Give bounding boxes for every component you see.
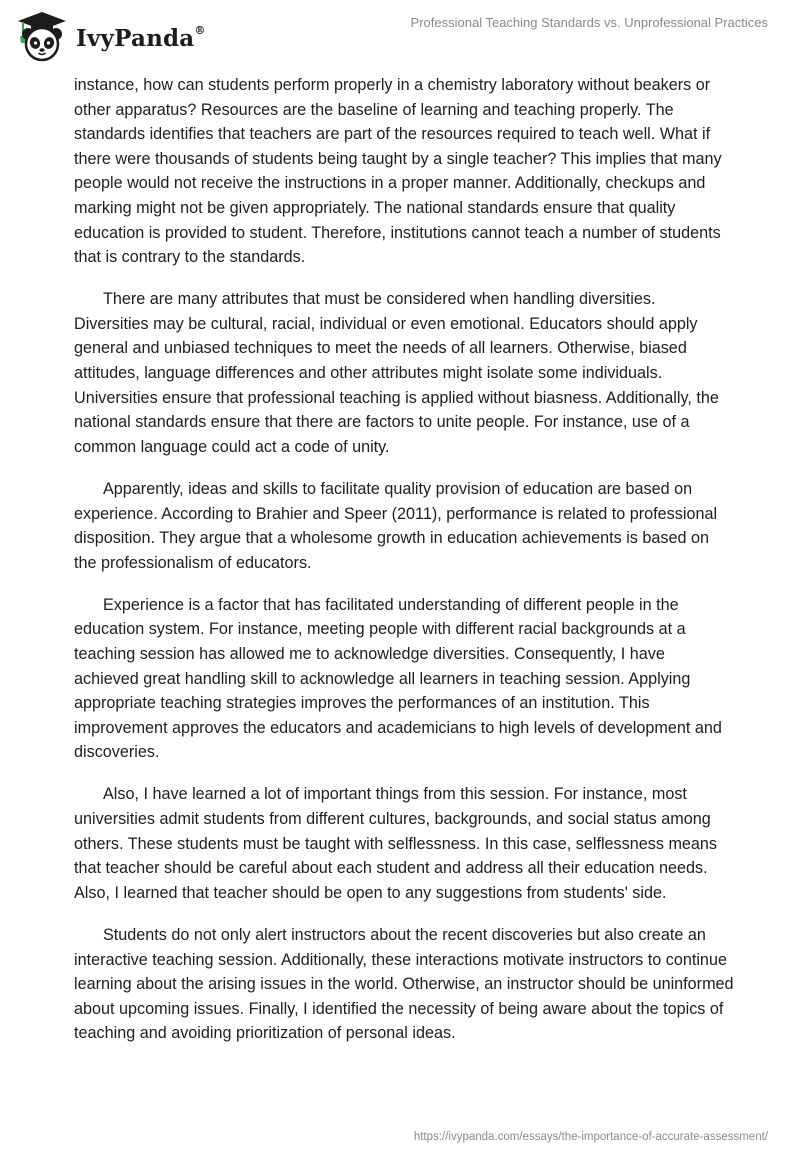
- source-url-link[interactable]: https://ivypanda.com/essays/the-importance-of-accurate-assessment/: [413, 1131, 768, 1143]
- paragraph: Apparently, ideas and skills to facilitate quality provision of education are based on experience. According to Brahier and Speer (2011), performance is related to professional disposition. They argue that a wholesome growth in education achievements is based on the professionalism of educators.: [74, 479, 718, 572]
- paragraph: Also, I have learned a lot of important things from this session. For instance, most universities admit students from different cultures, backgrounds, and social status among others. These students must be taught with selflessness. In this case, selflessness means that teacher should be careful about each student and address all their education needs. Also, I learned that teacher should be open to any suggestions from students' side.: [74, 785, 718, 902]
- paragraph: Experience is a factor that has facilitated understanding of different people in the education system. For instance, meeting people with different racial backgrounds at a teaching session has allowed me to acknowledge diversities. Consequently, I have achieved great handling skill to acknowledge all learners in teaching session. Applying appropriate teaching strategies improves the performances of an institution. This improvement approves the educators and academicians to high levels of development and discoveries.: [74, 595, 722, 762]
- document-title: Professional Teaching Standards vs. Unprofessional Practices: [410, 15, 768, 30]
- logo-wordmark: [76, 25, 206, 52]
- panda-graduate-icon: [14, 8, 70, 64]
- paragraph-continued: instance, how can students perform properly in a chemistry laboratory without beakers or other apparatus? Resources are the baseline of learning and teaching properly. The standards identifies that teachers are part of the resources required to teach well. What if there were thousands of students being taught by a single teacher? This implies that many people would not receive the instructions in a proper manner. Additionally, checkups and marking might not be given appropriately. The national standards ensure that quality education is provided to student. Therefore, institutions cannot teach a number of students that is contrary to the standards.: [74, 76, 722, 267]
- essay-body: [74, 73, 734, 1063]
- page-header: [0, 0, 800, 70]
- ivypanda-logo[interactable]: [14, 8, 206, 64]
- trademark-symbol: ®: [194, 23, 206, 37]
- paragraph: There are many attributes that must be considered when handling diversities. Diversities may be cultural, racial, individual or even emotional. Educators should apply general and unbiased techniques to meet the needs of all learners. Otherwise, biased attitudes, language differences and other attributes might isolate some individuals. Universities ensure that professional teaching is applied without biasness. Additionally, the national standards ensure that there are factors to unite people. For instance, use of a common language could act a code of unity.: [74, 290, 719, 456]
- paragraph: Students do not only alert instructors about the recent discoveries but also create an interactive teaching session. Additionally, these interactions motivate instructors to continue learning about the arising issues in the world. Otherwise, an instructor should be uninformed about upcoming issues. Finally, I identified the necessity of being aware about the topics of teaching and avoiding prioritization of personal ideas.: [74, 925, 734, 1043]
- logo-name: IvyPanda: [76, 24, 195, 52]
